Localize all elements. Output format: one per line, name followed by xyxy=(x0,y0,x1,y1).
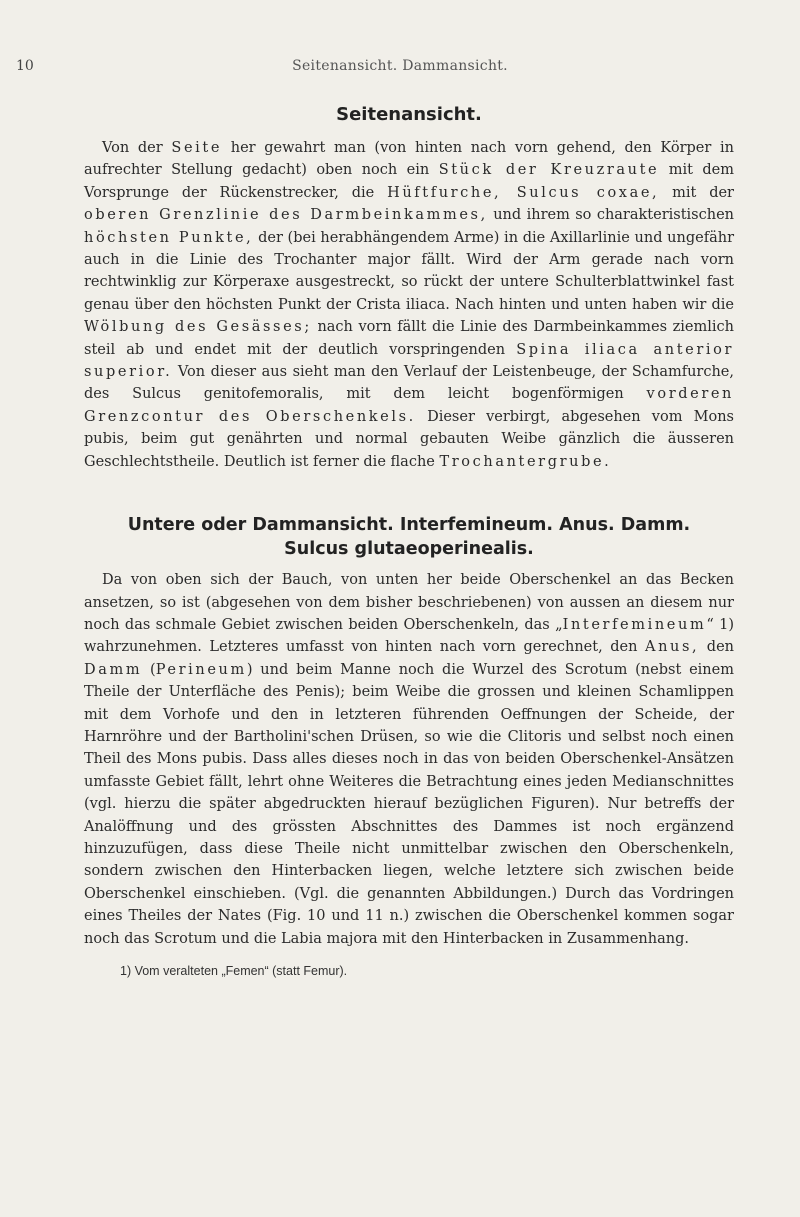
spaced-emphasis: Spina iliaca anterior superior. xyxy=(84,341,735,381)
spaced-emphasis: Hüftfurche, Sulcus coxae, xyxy=(387,184,660,201)
paragraph-seitenansicht: Von der Seite her gewahrt man (von hinten nach vorn gehend, den Körper in aufrechter Stellung gedacht) oben noch ein Stück der Kreuzraute mit dem Vorsprunge der Rückenstrecker, die Hüftfurche, Sulcus coxae, mit der oberen Grenzlinie des Darmbeinkammes, und ihrem so charakteristischen höchsten Punkte, der (bei herabhängendem Arme) in die Axillarlinie und ungefähr auch in die Linie des Trochanter major fällt. Wird der Arm gerade nach vorn rechtwinklig zur Körperaxe ausgestreckt, so rückt der untere Schulterblattwinkel fast genau über den höchsten Punkt der Crista iliaca. Nach hinten und unten haben wir die Wölbung des Gesässes; nach vorn fällt die Linie des Darmbeinkammes ziemlich steil ab und endet mit der deutlich vorspringenden Spina iliaca anterior superior. Von dieser aus sieht man den Verlauf der Leistenbeuge, der Schamfurche, des Sulcus genitofemoralis, mit dem leicht bogenförmigen vorderen Grenzcontur des Oberschenkels. Dieser verbirgt, abgesehen vom Mons pubis, beim gut genährten und normal gebauten Weibe gänzlich die äusseren Geschlechtstheile. Deutlich ist ferner die flache Trochantergrube. xyxy=(84,140,735,470)
spaced-emphasis: Anus, xyxy=(644,639,700,656)
spaced-emphasis: vorderen Grenzcontur des Oberschenkels. xyxy=(84,386,734,425)
spaced-emphasis: Trochantergrube. xyxy=(439,453,612,470)
spaced-emphasis: Interfemineum xyxy=(562,616,707,633)
spaced-emphasis: Seite xyxy=(171,140,223,156)
footnote: 1) Vom veralteten „Femen“ (statt Femur). xyxy=(120,964,348,978)
page-number: 10 xyxy=(16,58,34,74)
paragraph-dammansicht: Da von oben sich der Bauch, von unten her beide Oberschenkel an das Becken ansetzen, so ist (abgesehen von dem bisher beschriebenen) von aussen an diesem nur noch das schmale Gebiet zwischen beiden Oberschenkeln, das „Interfemineum“ 1) wahrzunehmen. Letzteres umfasst von hinten nach vorn gerechnet, den Anus, den Damm (Perineum) und beim Manne noch die Wurzel des Scrotum (nebst einem Theile der Unterfläche des Penis); beim Weibe die grossen und kleinen Schamlippen mit dem Vorhofe und den in letzteren führenden Oeffnungen der Scheide, der Harnröhre und der Bartholini'schen Drüsen, so wie die Clitoris und selbst noch einen Theil des Mons pubis. Dass alles dieses noch in das von beiden Oberschenkel-Ansätzen umfasste Gebiet fällt, lehrt ohne Weiteres die Betrachtung eines jeden Medianschnittes (vgl. hierzu die später abgedruckten hierauf bezüglichen Figuren). Nur betreffs der Analöffnung und des grössten Abschnittes des Dammes ist noch ergänzend hinzuzufügen, dass diese Theile nicht unmittelbar zwischen den Oberschenkeln, sondern zwischen den Hinterbacken liegen, welche letztere sich zwischen beide Oberschenkel einschieben. (Vgl. die genannten Abbildungen.) Durch das Vordringen eines Theiles der Nates (Fig. 10 und 11 n.) zwischen die Oberschenkel kommen sogar noch das Scrotum und die Labia majora mit den Hinterbacken in Zusammenhang. xyxy=(84,572,735,947)
section-title-seitenansicht: Seitenansicht. xyxy=(336,104,482,125)
spaced-emphasis: oberen Grenzlinie des Darmbeinkammes, xyxy=(84,207,488,224)
section-title-line-2: Sulcus glutaeoperinealis. xyxy=(284,539,534,560)
page-content xyxy=(84,104,734,980)
section-title-dammansicht xyxy=(84,513,734,561)
spaced-emphasis: höchsten Punkte, xyxy=(84,229,254,246)
spaced-emphasis: Wölbung des Gesässes; xyxy=(84,319,312,336)
spaced-emphasis: Stück der Kreuzraute xyxy=(438,162,660,179)
running-head: Seitenansicht. Dammansicht. xyxy=(292,58,508,74)
spaced-emphasis: Perineum xyxy=(155,661,247,678)
spaced-emphasis: Damm xyxy=(84,661,143,678)
section-title-line-1: Untere oder Dammansicht. Interfemineum. Anus. Damm. xyxy=(127,515,691,536)
